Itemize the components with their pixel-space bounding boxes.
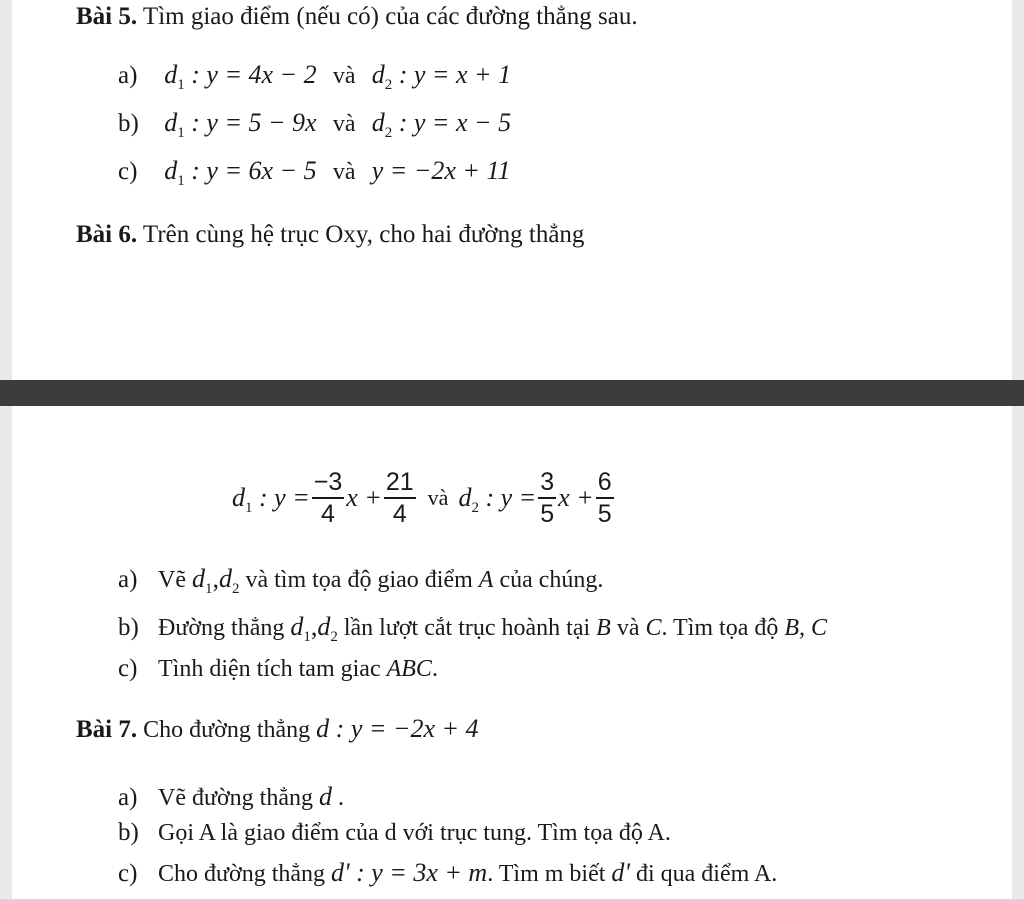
page-frame-left <box>0 0 12 899</box>
equation-part: : y = <box>478 483 537 512</box>
var-b: B <box>596 615 611 641</box>
bai7-heading-equation: d : y = −2x + 4 <box>316 714 479 743</box>
var-d: d <box>164 156 178 185</box>
equation-part: x + <box>346 483 382 512</box>
subscript: 2 <box>471 500 479 516</box>
equation-part: : y = 4x − 2 <box>184 60 317 89</box>
bai6-display-equation <box>232 458 616 538</box>
bai6-heading-label: Bài 6. <box>76 221 138 248</box>
equation-part: : y = 5 − 9x <box>184 108 317 137</box>
subscript: 1 <box>177 125 185 141</box>
fraction-numerator: 21 <box>385 468 414 496</box>
bai7-heading-label: Bài 7. <box>76 716 138 743</box>
item-label: a) <box>118 784 138 811</box>
equation-part: : y = <box>252 483 310 512</box>
equation-part: : y = 6x − 5 <box>184 156 317 185</box>
var-d: d <box>458 483 472 512</box>
item-text: Gọi A là giao điểm của d với trục tung. Tìm tọa độ A. <box>158 820 671 846</box>
conjunction: và <box>427 485 449 510</box>
bai6-heading-text: Trên cùng hệ trục Oxy, cho hai đường thẳng <box>137 221 585 248</box>
conjunction: và <box>332 111 356 137</box>
bai5-item-c <box>118 156 511 187</box>
subscript: 2 <box>384 77 393 93</box>
bai6-item-a <box>118 564 603 595</box>
var-d: d <box>371 108 385 137</box>
subscript: 2 <box>330 629 338 645</box>
item-label: c) <box>118 655 138 682</box>
item-text: và <box>610 615 646 641</box>
item-label: c) <box>118 158 138 185</box>
var-d: d <box>164 60 178 89</box>
var-d: d <box>191 564 205 593</box>
subscript: 1 <box>177 173 185 189</box>
bai5-item-a <box>118 60 511 91</box>
var-d: d <box>164 108 178 137</box>
bai7-item-b <box>118 818 671 848</box>
bai7-heading <box>76 714 479 745</box>
page-separator <box>0 380 1024 406</box>
item-label: b) <box>118 110 139 137</box>
bai6-item-c <box>118 654 438 684</box>
item-text: và tìm tọa độ giao điểm <box>239 567 479 593</box>
page-frame-right <box>1012 0 1024 899</box>
item-text: Tình diện tích tam giac <box>158 656 387 682</box>
item-label: a) <box>118 566 138 593</box>
item-text: . <box>431 656 438 682</box>
equation-part: y = −2x + 11 <box>371 156 511 185</box>
subscript: 1 <box>177 77 185 93</box>
var-d: d <box>218 564 232 593</box>
fraction-numerator: −3 <box>313 468 343 496</box>
item-text: của chúng. <box>493 567 604 593</box>
bai7-item-a <box>118 782 344 813</box>
subscript: 1 <box>245 500 253 516</box>
equation-part: x + <box>558 483 594 512</box>
item-label: b) <box>118 614 139 641</box>
item-text: lần lượt cắt trục hoành tại <box>337 615 597 641</box>
item-label: b) <box>118 819 139 846</box>
item-text: đi qua điểm A. <box>629 861 778 887</box>
fraction-6-over-5 <box>596 467 614 529</box>
equation-part: d' : y = 3x + m <box>331 858 488 887</box>
item-text: Vẽ đường thẳng <box>158 785 320 811</box>
document-page-top <box>12 0 1012 380</box>
fraction-3-over-5 <box>538 467 556 529</box>
var-d: d <box>317 612 331 641</box>
item-text: . Tìm tọa độ <box>661 615 785 641</box>
separator: , <box>212 564 219 593</box>
bai5-heading-text: Tìm giao điểm (nếu có) của các đường thẳng sau. <box>137 3 638 30</box>
conjunction: và <box>332 63 356 89</box>
fraction-21-over-4 <box>384 467 416 529</box>
item-text: Vẽ <box>158 567 192 593</box>
equation-part: : y = x − 5 <box>392 108 512 137</box>
subscript: 2 <box>384 125 393 141</box>
var-a: A <box>478 567 494 593</box>
item-label: a) <box>118 62 138 89</box>
item-text: Đường thẳng <box>158 615 291 641</box>
var-d-prime: d' <box>611 858 630 887</box>
var-d: d <box>371 60 385 89</box>
subscript: 1 <box>204 581 213 597</box>
var-abc: ABC <box>386 656 432 682</box>
separator: , <box>310 612 318 641</box>
fraction-denominator: 5 <box>540 500 555 528</box>
fraction-denominator: 4 <box>392 500 407 528</box>
item-text: Cho đường thẳng <box>158 861 332 887</box>
item-text: . <box>332 785 345 811</box>
var-bc: B, C <box>784 615 828 641</box>
bai5-heading-label: Bài 5. <box>76 3 138 30</box>
var-d: d <box>319 782 333 811</box>
fraction-numerator: 3 <box>540 468 555 496</box>
fraction-minus-3-over-4 <box>312 467 345 529</box>
item-text: . Tìm m biết <box>487 861 612 887</box>
bai5-item-b <box>118 108 511 139</box>
equation-part: : y = x + 1 <box>392 60 512 89</box>
bai7-item-c <box>118 858 777 889</box>
fraction-denominator: 5 <box>597 500 612 528</box>
var-d: d <box>232 483 245 512</box>
subscript: 1 <box>303 629 311 645</box>
bai6-heading <box>76 220 584 250</box>
fraction-denominator: 4 <box>321 500 335 528</box>
item-label: c) <box>118 860 138 887</box>
subscript: 2 <box>231 581 240 597</box>
fraction-numerator: 6 <box>597 468 612 496</box>
var-d: d <box>290 612 304 641</box>
bai5-heading <box>76 2 638 32</box>
bai7-heading-text: Cho đường thẳng <box>137 717 317 743</box>
bai6-item-b <box>118 612 827 643</box>
var-c: C <box>645 615 662 641</box>
conjunction: và <box>332 159 356 185</box>
